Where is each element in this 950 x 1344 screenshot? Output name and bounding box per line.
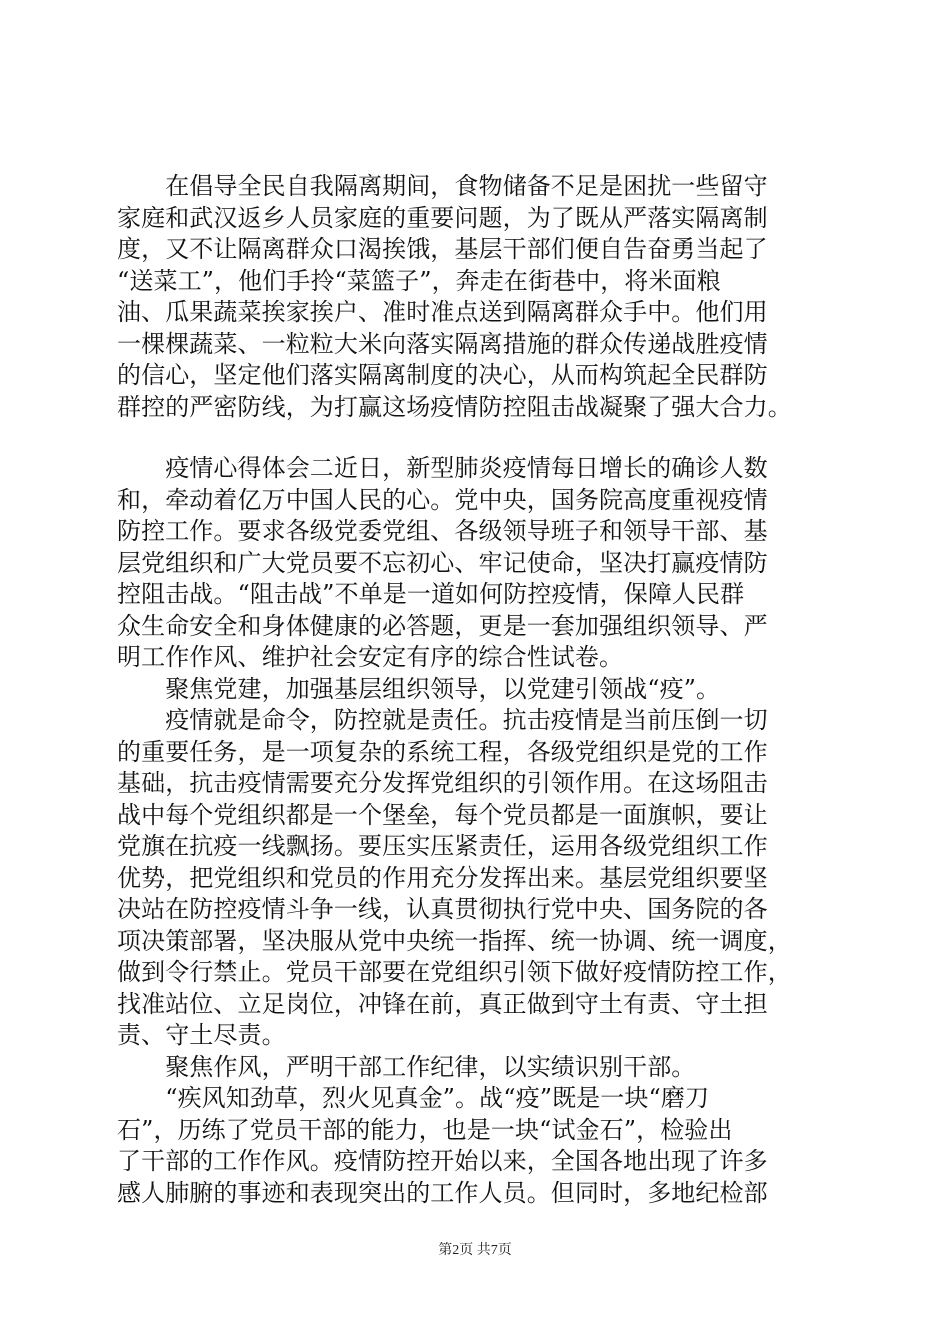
text-line: 在倡导全民自我隔离期间，食物储备不足是困扰一些留守 bbox=[117, 172, 768, 200]
text-line: 众生命安全和身体健康的必答题，更是一套加强组织领导、严 bbox=[117, 611, 768, 640]
text-line: 党旗在抗疫一线飘扬。要压实压紧责任，运用各级党组织工作 bbox=[117, 832, 768, 860]
text-line: “疾风知劲草，烈火见真金”。战“疫”既是一块“磨刀 bbox=[117, 1084, 710, 1112]
paragraph-1 bbox=[117, 171, 837, 423]
text-line: 优势，把党组织和党员的作用充分发挥出来。基层党组织要坚 bbox=[117, 863, 768, 892]
text-line: 群控的严密防线，为打赢这场疫情防控阻击战凝聚了强大合力。 bbox=[117, 392, 792, 421]
text-line: 找准站位、立足岗位，冲锋在前，真正做到守土有责、守土担 bbox=[117, 989, 768, 1018]
section-heading-party-building: 聚焦党建，加强基层组织领导，以党建引领战“疫”。 bbox=[117, 674, 721, 703]
text-line: 防控工作。要求各级党委党组、各级领导班子和领导干部、基 bbox=[117, 517, 768, 545]
text-line: 责、守土尽责。 bbox=[117, 1021, 286, 1049]
text-line: 战中每个党组织都是一个堡垒，每个党员都是一面旗帜，要让 bbox=[117, 800, 768, 829]
text-line: 决站在防控疫情斗争一线，认真贯彻执行党中央、国务院的各 bbox=[117, 895, 768, 923]
paragraph-2 bbox=[117, 453, 837, 1209]
text-line: 感人肺腑的事迹和表现突出的工作人员。但同时，多地纪检部 bbox=[117, 1178, 768, 1207]
text-line: 基础，抗击疫情需要充分发挥党组织的引领作用。在这场阻击 bbox=[117, 769, 768, 797]
text-line: 一棵棵蔬菜、一粒粒大米向落实隔离措施的群众传递战胜疫情 bbox=[117, 329, 768, 358]
text-line: 的重要任务，是一项复杂的系统工程，各级党组织是党的工作 bbox=[117, 737, 768, 766]
text-line: 疫情心得体会二近日，新型肺炎疫情每日增长的确诊人数 bbox=[117, 454, 768, 482]
text-line: 明工作作风、维护社会安定有序的综合性试卷。 bbox=[117, 643, 624, 671]
text-line: 家庭和武汉返乡人员家庭的重要问题，为了既从严落实隔离制 bbox=[117, 203, 768, 232]
text-line: 疫情就是命令，防控就是责任。抗击疫情是当前压倒一切 bbox=[117, 706, 768, 734]
text-line: 项决策部署，坚决服从党中央统一指挥、统一协调、统一调度， bbox=[117, 926, 792, 955]
text-line: “送菜工”，他们手拎“菜篮子”，奔走在街巷中，将米面粮 bbox=[117, 266, 721, 295]
page-number-label: 第2页 共7页 bbox=[438, 1243, 512, 1258]
text-line: 做到令行禁止。党员干部要在党组织引领下做好疫情防控工作， bbox=[117, 958, 792, 986]
text-line: 石”，历练了党员干部的能力，也是一块“试金石”，检验出 bbox=[117, 1115, 733, 1144]
text-line: 和，牵动着亿万中国人民的心。党中央，国务院高度重视疫情 bbox=[117, 485, 768, 514]
page-footer bbox=[0, 1242, 950, 1260]
section-heading-work-style: 聚焦作风，严明干部工作纪律，以实绩识别干部。 bbox=[117, 1052, 696, 1081]
text-line: 了干部的工作作风。疫情防控开始以来，全国各地出现了许多 bbox=[117, 1147, 768, 1175]
text-line: 控阻击战。“阻击战”不单是一道如何防控疫情，保障人民群 bbox=[117, 580, 745, 608]
text-line: 油、瓜果蔬菜挨家挨户、准时准点送到隔离群众手中。他们用 bbox=[117, 298, 768, 326]
text-line: 层党组织和广大党员要不忘初心、牢记使命，坚决打赢疫情防 bbox=[117, 548, 768, 577]
text-line: 度，又不让隔离群众口渴挨饿，基层干部们便自告奋勇当起了 bbox=[117, 235, 768, 263]
text-line: 的信心，坚定他们落实隔离制度的决心，从而构筑起全民群防 bbox=[117, 361, 768, 389]
